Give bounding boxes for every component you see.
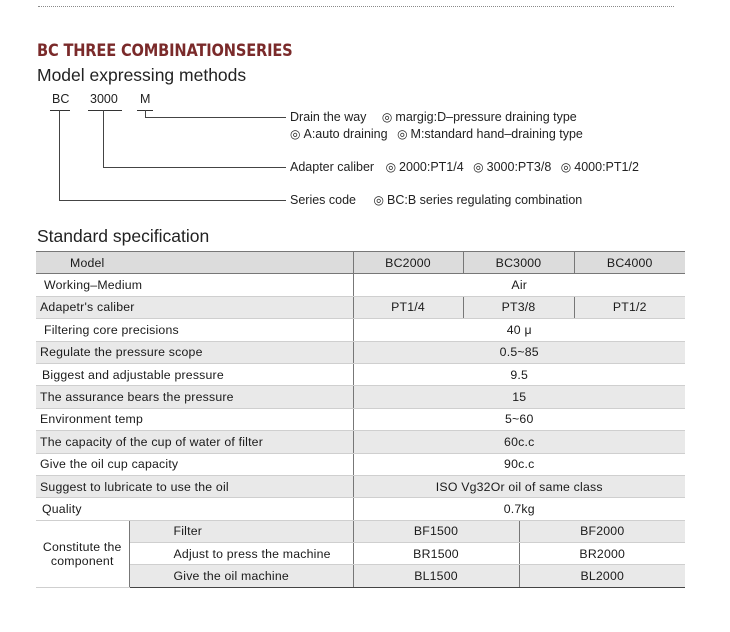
component-name: Adjust to press the machine	[129, 543, 353, 565]
drain-way-label: Drain the way	[290, 110, 367, 124]
leader-caliber-horizontal	[103, 167, 286, 168]
spec-table	[36, 251, 685, 588]
drain-option-a: A:auto draining	[303, 127, 388, 141]
table-row	[36, 274, 685, 296]
row-label: Environment temp	[36, 408, 353, 430]
leader-caliber-vertical	[103, 110, 104, 168]
row-value: 0.7kg	[353, 498, 685, 520]
component-value: BF1500	[353, 520, 519, 542]
row-label: Suggest to lubricate to use the oil	[36, 475, 353, 497]
leader-series-horizontal	[59, 200, 286, 201]
row-label: The capacity of the cup of water of filter	[36, 431, 353, 453]
double-circle-icon: ◎	[290, 127, 301, 141]
code-underline-caliber	[88, 110, 122, 111]
series-code-label: Series code	[290, 193, 357, 207]
table-row	[36, 431, 685, 453]
adapter-caliber-line	[290, 160, 645, 174]
spec-header-row	[36, 252, 685, 274]
caliber-option-4000: 4000:PT1/2	[574, 160, 639, 174]
row-label: The assurance bears the pressure	[36, 386, 353, 408]
table-row	[36, 565, 685, 587]
row-value: PT1/2	[574, 296, 685, 318]
row-label: Adapetr's caliber	[36, 296, 353, 318]
caliber-option-2000: 2000:PT1/4	[399, 160, 464, 174]
row-value: 40 μ	[353, 319, 685, 341]
double-circle-icon: ◎	[397, 127, 408, 141]
table-row	[36, 475, 685, 497]
drain-option-m: M:standard hand–draining type	[410, 127, 583, 141]
double-circle-icon: ◎	[373, 193, 384, 207]
table-row	[36, 386, 685, 408]
component-value: BL2000	[519, 565, 685, 587]
table-row	[36, 363, 685, 385]
header-bc3000: BC3000	[463, 252, 574, 274]
row-value: PT1/4	[353, 296, 463, 318]
header-model: Model	[36, 252, 353, 274]
row-value: 90c.c	[353, 453, 685, 475]
code-part-series: BC	[52, 92, 70, 106]
top-dotted-divider	[38, 6, 674, 7]
caliber-option-3000: 3000:PT3/8	[486, 160, 552, 174]
row-value: ISO Vg32Or oil of same class	[353, 475, 685, 497]
component-value: BR1500	[353, 543, 519, 565]
drain-way-line-2	[290, 127, 589, 141]
model-heading: Model expressing methods	[37, 65, 247, 85]
series-title: BC THREE COMBINATIONSERIES	[37, 41, 293, 61]
series-code-line	[290, 193, 582, 207]
row-value: 9.5	[353, 363, 685, 385]
constitute-label: Constitute the component	[36, 520, 129, 587]
row-label: Give the oil cup capacity	[36, 453, 353, 475]
table-row	[36, 319, 685, 341]
code-part-drain: M	[140, 92, 151, 106]
row-value: Air	[353, 274, 685, 296]
table-row	[36, 543, 685, 565]
double-circle-icon: ◎	[381, 110, 393, 124]
row-value: 5~60	[353, 408, 685, 430]
double-circle-icon: ◎	[560, 160, 572, 174]
row-label: Quality	[36, 498, 353, 520]
row-value: 60c.c	[353, 431, 685, 453]
row-label: Working–Medium	[36, 274, 353, 296]
component-value: BF2000	[519, 520, 685, 542]
drain-option-d: margig:D–pressure draining type	[395, 110, 577, 124]
double-circle-icon: ◎	[385, 160, 397, 174]
leader-drain-horizontal	[145, 117, 286, 118]
code-part-caliber: 3000	[90, 92, 118, 106]
row-label: Regulate the pressure scope	[36, 341, 353, 363]
component-name: Give the oil machine	[129, 565, 353, 587]
spec-heading: Standard specification	[37, 226, 210, 246]
row-label: Biggest and adjustable pressure	[36, 363, 353, 385]
row-value: 15	[353, 386, 685, 408]
header-bc4000: BC4000	[574, 252, 685, 274]
row-value: PT3/8	[463, 296, 574, 318]
leader-series-vertical	[59, 110, 60, 201]
double-circle-icon: ◎	[473, 160, 484, 174]
table-row	[36, 520, 685, 542]
table-row	[36, 408, 685, 430]
table-row	[36, 341, 685, 363]
header-bc2000: BC2000	[353, 252, 463, 274]
table-row	[36, 296, 685, 318]
component-value: BL1500	[353, 565, 519, 587]
row-value: 0.5~85	[353, 341, 685, 363]
row-label: Filtering core precisions	[36, 319, 353, 341]
adapter-caliber-label: Adapter caliber	[290, 160, 375, 174]
component-value: BR2000	[519, 543, 685, 565]
table-row	[36, 498, 685, 520]
series-option-bc: BC:B series regulating combination	[386, 193, 583, 207]
code-underline-series	[50, 110, 70, 111]
component-name: Filter	[129, 520, 353, 542]
drain-way-line-1	[290, 110, 577, 124]
table-row	[36, 453, 685, 475]
